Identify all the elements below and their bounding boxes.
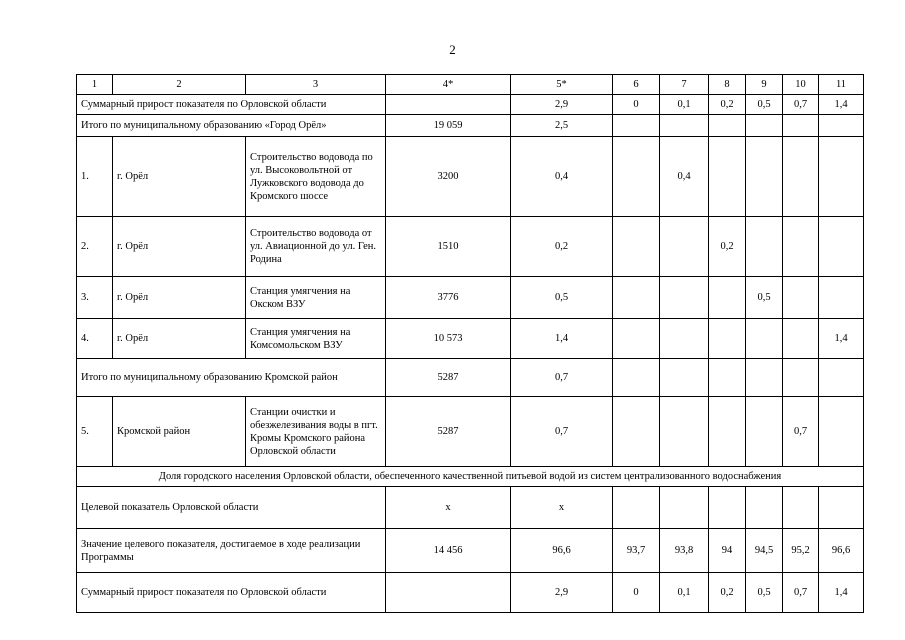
- cell-6: 93,7: [613, 529, 660, 573]
- row-object: Строительство водовода от ул. Авиационной до ул. Ген. Родина: [246, 217, 386, 277]
- row-label: Значение целевого показателя, достигаемое в ходе реализации Программы: [77, 529, 386, 573]
- cell-6: [613, 277, 660, 319]
- cell-11: 96,6: [819, 529, 864, 573]
- cell-5: 2,9: [511, 573, 613, 613]
- cell-11: 1,4: [819, 573, 864, 613]
- cell-9: [746, 397, 783, 467]
- cell-4: [386, 573, 511, 613]
- table-row: [77, 137, 864, 217]
- cell-7: 0,1: [660, 573, 709, 613]
- cell-10: [783, 359, 819, 397]
- cell-10: [783, 217, 819, 277]
- row-object: Строительство водовода по ул. Высоковольтной от Лужковского водовода до Кромского шоссе: [246, 137, 386, 217]
- cell-4: [386, 95, 511, 115]
- cell-5: 2,5: [511, 115, 613, 137]
- cell-9: [746, 487, 783, 529]
- cell-6: [613, 359, 660, 397]
- table-row: [77, 573, 864, 613]
- cell-9: [746, 217, 783, 277]
- cell-7: [660, 359, 709, 397]
- cell-11: 1,4: [819, 319, 864, 359]
- cell-6: [613, 487, 660, 529]
- cell-5: 0,5: [511, 277, 613, 319]
- header-cell: 11: [819, 75, 864, 95]
- cell-4: 5287: [386, 397, 511, 467]
- row-label: Целевой показатель Орловской области: [77, 487, 386, 529]
- cell-8: [709, 115, 746, 137]
- cell-10: [783, 319, 819, 359]
- row-label: Суммарный прирост показателя по Орловской области: [77, 573, 386, 613]
- cell-11: 1,4: [819, 95, 864, 115]
- cell-7: [660, 319, 709, 359]
- header-cell: 5*: [511, 75, 613, 95]
- header-cell: 9: [746, 75, 783, 95]
- row-number: 3.: [77, 277, 113, 319]
- table-row: [77, 529, 864, 573]
- cell-5: 2,9: [511, 95, 613, 115]
- table-row: [77, 277, 864, 319]
- cell-4: 3200: [386, 137, 511, 217]
- cell-8: [709, 137, 746, 217]
- cell-9: [746, 137, 783, 217]
- cell-7: [660, 487, 709, 529]
- cell-5: 0,2: [511, 217, 613, 277]
- cell-4: 10 573: [386, 319, 511, 359]
- header-cell: 10: [783, 75, 819, 95]
- cell-4: 1510: [386, 217, 511, 277]
- row-label: Итого по муниципальному образованию «Город Орёл»: [77, 115, 386, 137]
- cell-6: 0: [613, 95, 660, 115]
- table-row: [77, 217, 864, 277]
- cell-8: 0,2: [709, 217, 746, 277]
- cell-8: [709, 359, 746, 397]
- cell-8: [709, 397, 746, 467]
- cell-7: [660, 217, 709, 277]
- cell-10: [783, 277, 819, 319]
- header-cell: 4*: [386, 75, 511, 95]
- cell-4: 3776: [386, 277, 511, 319]
- table-row: [77, 115, 864, 137]
- cell-9: 94,5: [746, 529, 783, 573]
- row-place: г. Орёл: [113, 319, 246, 359]
- table-row: [77, 319, 864, 359]
- cell-5: 1,4: [511, 319, 613, 359]
- page-number: 2: [449, 42, 456, 57]
- section-row: [77, 467, 864, 487]
- water-program-table: [76, 74, 864, 613]
- cell-11: [819, 115, 864, 137]
- cell-11: [819, 359, 864, 397]
- header-cell: 3: [246, 75, 386, 95]
- cell-4: 5287: [386, 359, 511, 397]
- cell-9: [746, 115, 783, 137]
- cell-5: 0,4: [511, 137, 613, 217]
- row-object: Станция умягчения на Комсомольском ВЗУ: [246, 319, 386, 359]
- section-heading: Доля городского населения Орловской области, обеспеченного качественной питьевой водой из систем централизованного водоснабжения: [77, 467, 864, 487]
- row-number: 2.: [77, 217, 113, 277]
- cell-10: 95,2: [783, 529, 819, 573]
- cell-7: 0,1: [660, 95, 709, 115]
- table-row: [77, 95, 864, 115]
- cell-5: х: [511, 487, 613, 529]
- cell-6: 0: [613, 573, 660, 613]
- cell-11: [819, 487, 864, 529]
- cell-9: 0,5: [746, 95, 783, 115]
- cell-8: 0,2: [709, 95, 746, 115]
- cell-8: [709, 319, 746, 359]
- cell-10: 0,7: [783, 573, 819, 613]
- cell-6: [613, 115, 660, 137]
- cell-6: [613, 319, 660, 359]
- cell-8: 94: [709, 529, 746, 573]
- row-object: Станции очистки и обезжелезивания воды в пгт. Кромы Кромского района Орловской области: [246, 397, 386, 467]
- header-cell: 2: [113, 75, 246, 95]
- cell-4: 14 456: [386, 529, 511, 573]
- cell-8: [709, 277, 746, 319]
- row-number: 1.: [77, 137, 113, 217]
- header-row: [77, 75, 864, 95]
- cell-11: [819, 137, 864, 217]
- cell-6: [613, 397, 660, 467]
- cell-5: 96,6: [511, 529, 613, 573]
- cell-7: [660, 115, 709, 137]
- cell-8: 0,2: [709, 573, 746, 613]
- cell-10: 0,7: [783, 397, 819, 467]
- row-place: г. Орёл: [113, 137, 246, 217]
- cell-9: [746, 359, 783, 397]
- cell-10: [783, 115, 819, 137]
- cell-7: [660, 397, 709, 467]
- header-cell: 1: [77, 75, 113, 95]
- header-cell: 7: [660, 75, 709, 95]
- cell-4: х: [386, 487, 511, 529]
- cell-4: 19 059: [386, 115, 511, 137]
- cell-8: [709, 487, 746, 529]
- table-row: [77, 397, 864, 467]
- cell-5: 0,7: [511, 359, 613, 397]
- cell-5: 0,7: [511, 397, 613, 467]
- cell-11: [819, 277, 864, 319]
- cell-6: [613, 217, 660, 277]
- cell-11: [819, 397, 864, 467]
- cell-6: [613, 137, 660, 217]
- row-place: г. Орёл: [113, 277, 246, 319]
- cell-7: 0,4: [660, 137, 709, 217]
- row-place: г. Орёл: [113, 217, 246, 277]
- table-row: [77, 359, 864, 397]
- row-number: 5.: [77, 397, 113, 467]
- cell-9: 0,5: [746, 277, 783, 319]
- row-number: 4.: [77, 319, 113, 359]
- cell-10: 0,7: [783, 95, 819, 115]
- cell-7: 93,8: [660, 529, 709, 573]
- row-label: Итого по муниципальному образованию Кромской район: [77, 359, 386, 397]
- header-cell: 8: [709, 75, 746, 95]
- cell-10: [783, 137, 819, 217]
- header-cell: 6: [613, 75, 660, 95]
- cell-10: [783, 487, 819, 529]
- row-object: Станция умягчения на Окском ВЗУ: [246, 277, 386, 319]
- row-label: Суммарный прирост показателя по Орловской области: [77, 95, 386, 115]
- table-row: [77, 487, 864, 529]
- cell-7: [660, 277, 709, 319]
- row-place: Кромской район: [113, 397, 246, 467]
- cell-11: [819, 217, 864, 277]
- cell-9: 0,5: [746, 573, 783, 613]
- cell-9: [746, 319, 783, 359]
